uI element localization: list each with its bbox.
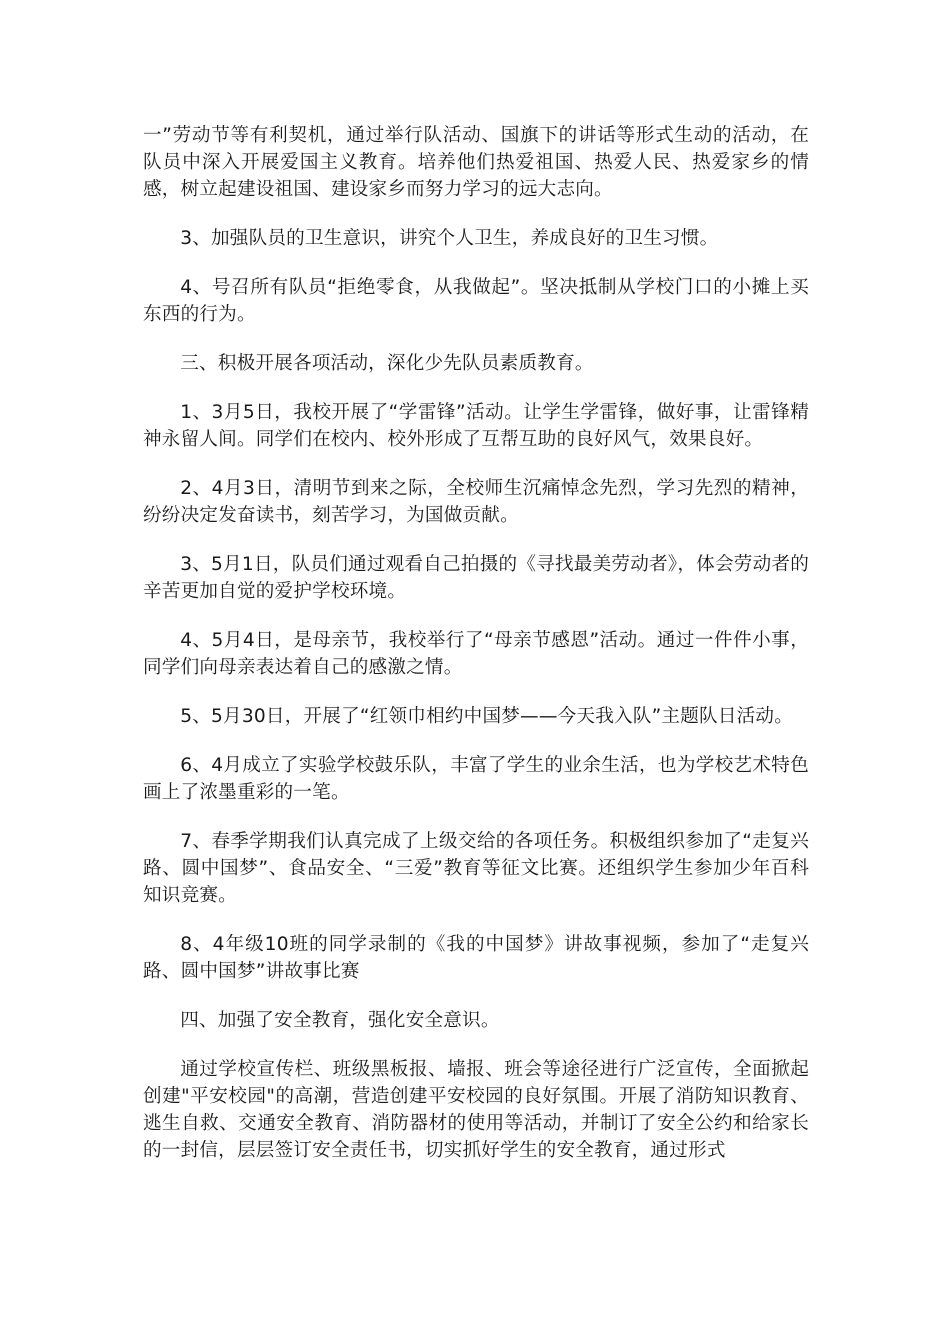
paragraph: 8、4年级10班的同学录制的《我的中国梦》讲故事视频，参加了“走复兴路、圆中国梦”讲故事比赛 (143, 934, 809, 982)
paragraph: 5、5月30日，开展了“红领巾相约中国梦——今天我入队”主题队日活动。 (180, 706, 793, 727)
paragraph: 4、5月4日，是母亲节，我校举行了“母亲节感恩”活动。通过一件件小事，同学们向母亲表达着自己的感激之情。 (143, 630, 809, 678)
paragraph: 3、加强队员的卫生意识，讲究个人卫生，养成良好的卫生习惯。 (180, 228, 719, 249)
paragraph: 1、3月5日，我校开展了“学雷锋”活动。让学生学雷锋，做好事，让雷锋精神永留人间。同学们在校内、校外形成了互帮互助的良好风气，效果良好。 (143, 402, 809, 450)
paragraph: 7、春季学期我们认真完成了上级交给的各项任务。积极组织参加了“走复兴路、圆中国梦”、食品安全、“三爱”教育等征文比赛。还组织学生参加少年百科知识竞赛。 (143, 831, 809, 906)
paragraph: 一”劳动节等有利契机，通过举行队活动、国旗下的讲话等形式生动的活动，在队员中深入开展爱国主义教育。培养他们热爱祖国、热爱人民、热爱家乡的情感，树立起建设祖国、建设家乡而努力学习的远大志向。 (143, 125, 809, 200)
paragraph: 3、5月1日，队员们通过观看自己拍摄的《寻找最美劳动者》，体会劳动者的辛苦更加自觉的爱护学校环境。 (143, 554, 809, 602)
paragraph: 2、4月3日，清明节到来之际，全校师生沉痛悼念先烈，学习先烈的精神，纷纷决定发奋读书，刻苦学习，为国做贡献。 (143, 478, 809, 526)
document-body (143, 122, 809, 1186)
paragraph: 通过学校宣传栏、班级黑板报、墙报、班会等途径进行广泛宣传，全面掀起创建"平安校园"的高潮，营造创建平安校园的良好氛围。开展了消防知识教育、逃生自救、交通安全教育、消防器材的使用等活动，并制订了安全公约和给家长的一封信，层层签订安全责任书，切实抓好学生的安全教育，通过形式 (143, 1059, 809, 1161)
paragraph: 4、号召所有队员“拒绝零食，从我做起”。坚决抵制从学校门口的小摊上买东西的行为。 (143, 277, 809, 325)
section-heading: 三、积极开展各项活动，深化少先队员素质教育。 (180, 353, 594, 374)
paragraph: 6、4月成立了实验学校鼓乐队，丰富了学生的业余生活，也为学校艺术特色画上了浓墨重彩的一笔。 (143, 755, 809, 803)
section-heading: 四、加强了安全教育，强化安全意识。 (180, 1010, 500, 1031)
